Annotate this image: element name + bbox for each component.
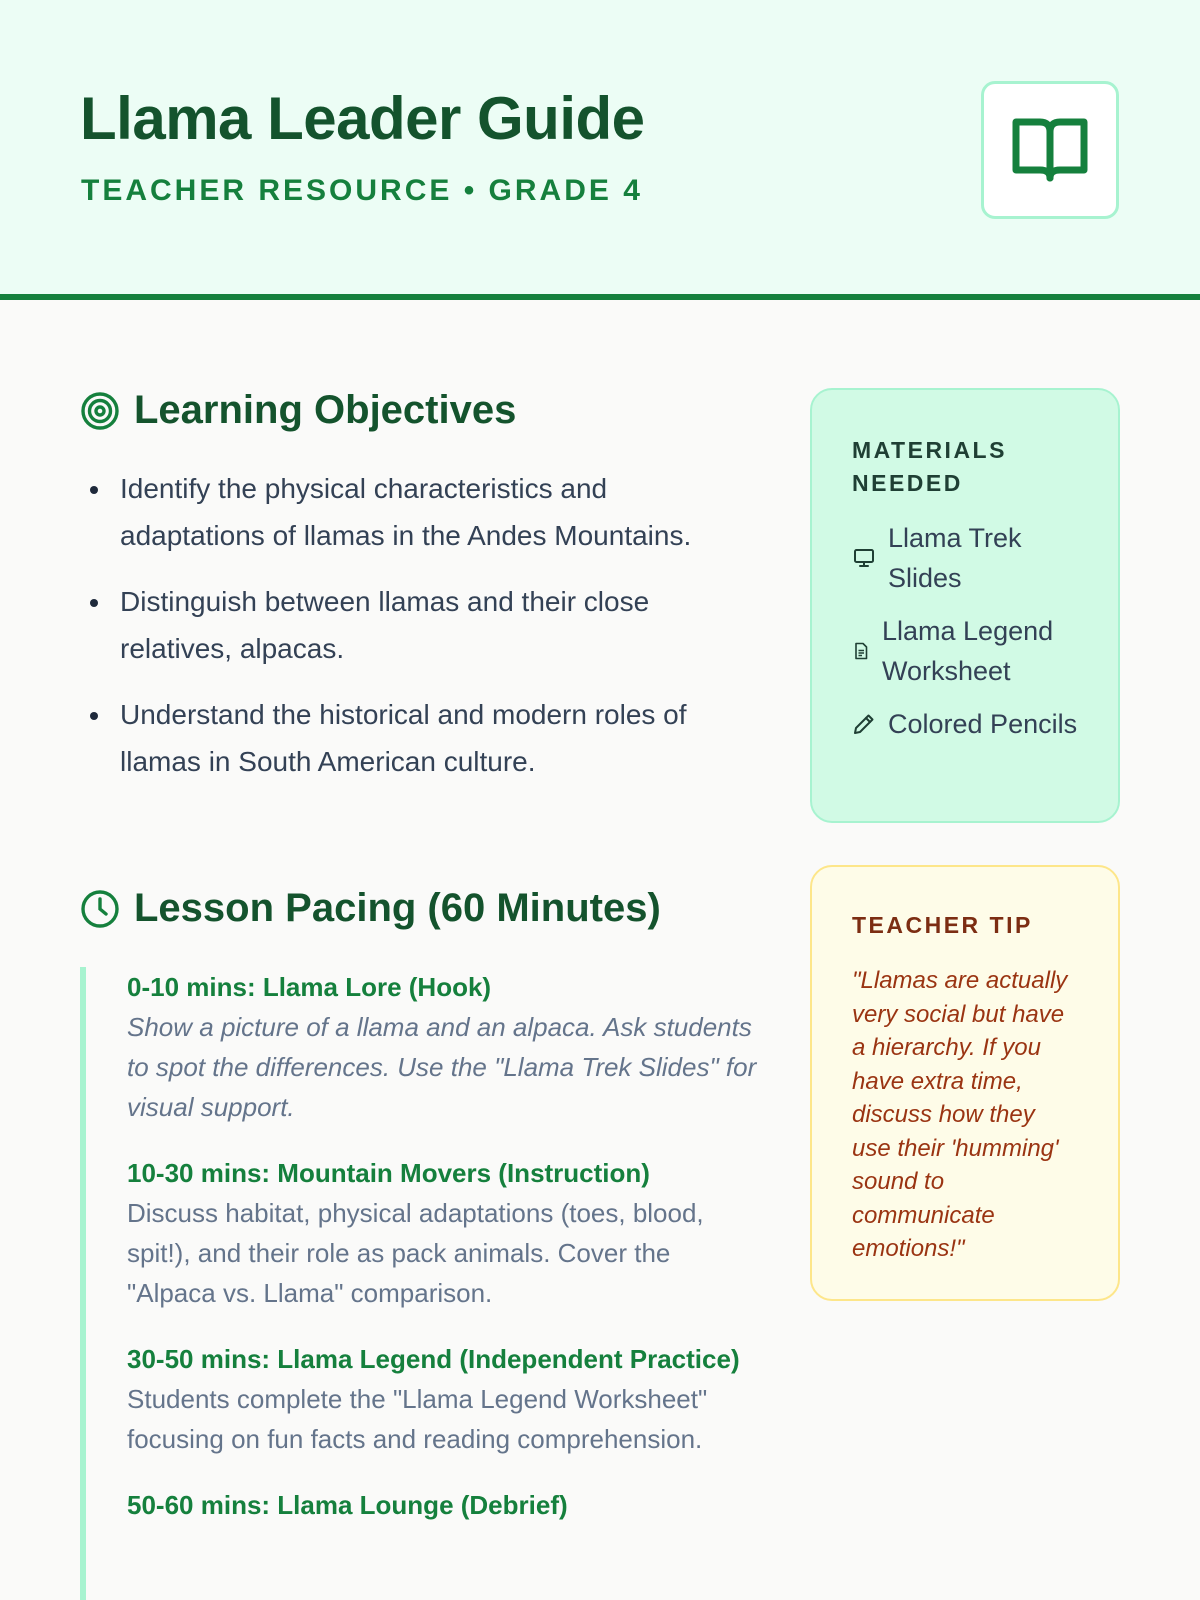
material-item-label: Llama Legend Worksheet <box>882 616 1054 686</box>
objectives-heading-label: Learning Objectives <box>134 388 517 432</box>
page-title: Llama Leader Guide <box>80 85 645 152</box>
materials-label: MATERIALS NEEDED <box>852 437 1007 496</box>
target-icon <box>80 391 120 431</box>
pacing-item <box>127 1339 760 1459</box>
material-item <box>852 704 1078 744</box>
pacing-item <box>127 967 760 1127</box>
pacing-heading-label: Lesson Pacing (60 Minutes) <box>134 886 661 930</box>
book-badge <box>981 81 1119 219</box>
objective-item: Distinguish between llamas and their close relatives, alpacas. <box>80 579 740 672</box>
teacher-tip-label: TEACHER TIP <box>852 912 1033 938</box>
pacing-heading <box>80 886 661 931</box>
book-open-icon <box>1010 114 1090 186</box>
material-item-label: Llama Trek Slides <box>888 523 1022 593</box>
pacing-item-description: Discuss habitat, physical adaptations (toes, blood, spit!), and their role as pack animals. Cover the "Alpaca vs. Llama" comparison. <box>127 1198 704 1308</box>
materials-card <box>810 388 1120 823</box>
objective-item: Understand the historical and modern roles of llamas in South American culture. <box>80 692 740 785</box>
material-item-label: Colored Pencils <box>888 709 1078 739</box>
materials-list <box>852 518 1078 744</box>
pacing-item-title: 50-60 mins: Llama Lounge (Debrief) <box>127 1490 568 1520</box>
pacing-timeline <box>80 967 760 1600</box>
objectives-list <box>80 466 740 805</box>
pencil-icon <box>852 712 876 736</box>
material-item <box>852 518 1078 598</box>
teacher-tip-card <box>810 865 1120 1301</box>
objectives-heading <box>80 388 516 433</box>
pacing-item-description: Students complete the "Llama Legend Worksheet" focusing on fun facts and reading comprehension. <box>127 1384 708 1454</box>
pacing-item-description: Show a picture of a llama and an alpaca. Ask students to spot the differences. Use the "Llama Trek Slides" for visual support. <box>127 1012 757 1122</box>
teacher-tip-text: "Llamas are actually very social but have a hierarchy. If you have extra time, discuss how they use their 'humming' sound to communicate emotions!" <box>852 967 1068 1262</box>
pacing-item <box>127 1153 760 1313</box>
page-subtitle: TEACHER RESOURCE • GRADE 4 <box>81 174 643 207</box>
objective-item: Identify the physical characteristics and adaptations of llamas in the Andes Mountains. <box>80 466 740 559</box>
pacing-item-title: 0-10 mins: Llama Lore (Hook) <box>127 972 492 1002</box>
pacing-item-title: 10-30 mins: Mountain Movers (Instruction) <box>127 1158 650 1188</box>
document-icon <box>852 639 870 663</box>
pacing-item-title: 30-50 mins: Llama Legend (Independent Practice) <box>127 1344 740 1374</box>
page-header <box>0 0 1200 300</box>
presentation-icon <box>852 546 876 570</box>
material-item <box>852 611 1078 691</box>
pacing-item <box>127 1485 760 1525</box>
clock-icon <box>80 889 120 929</box>
